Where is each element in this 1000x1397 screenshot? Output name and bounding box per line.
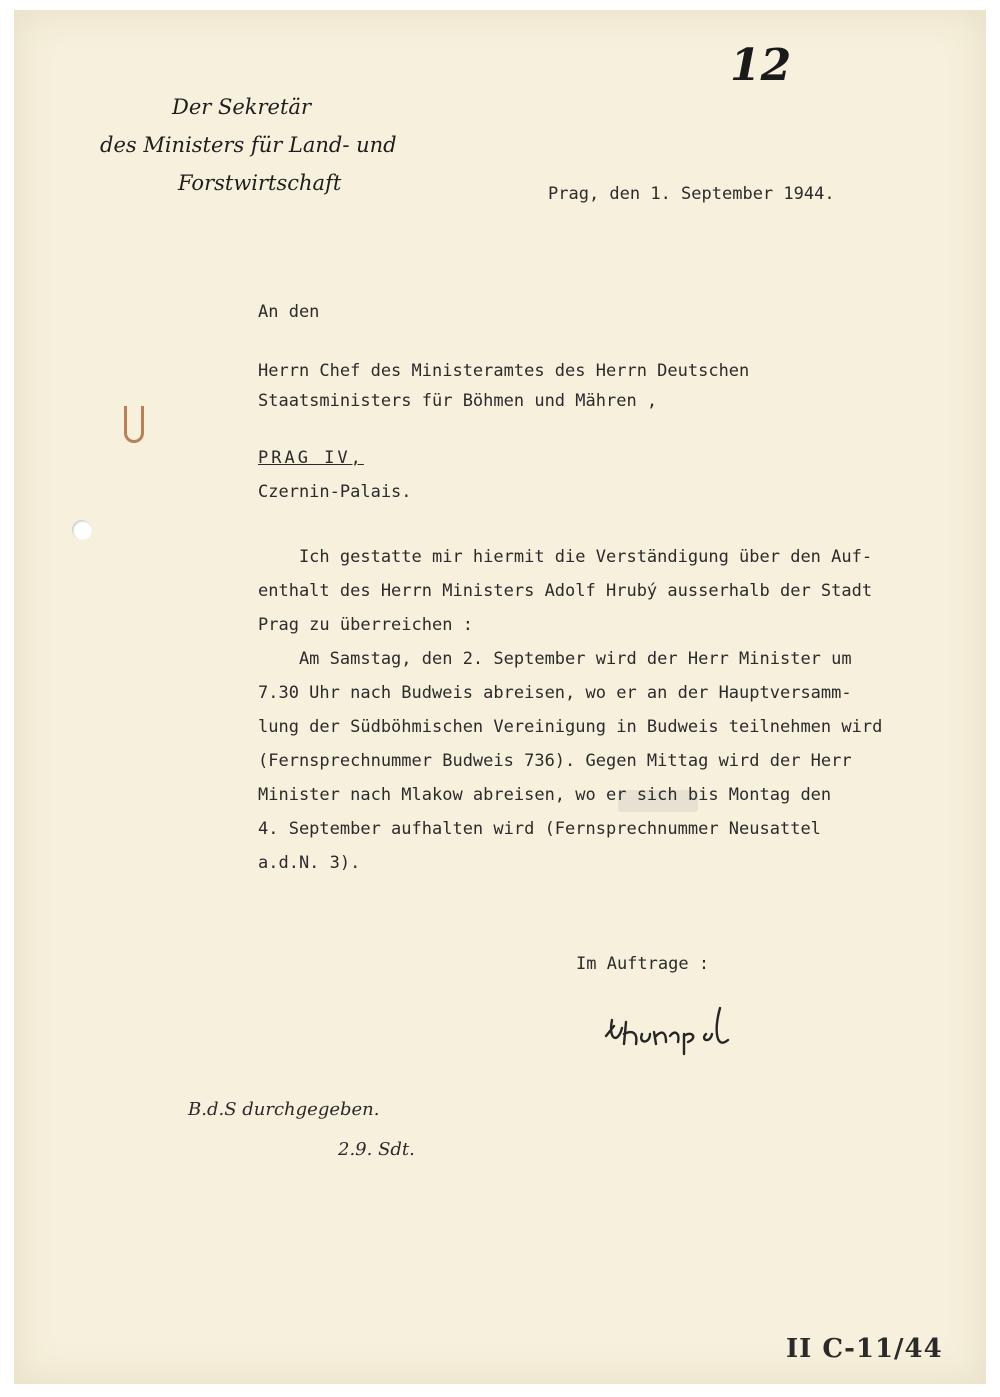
salutation: An den bbox=[258, 302, 320, 322]
address-city: PRAG IV, bbox=[258, 448, 364, 468]
body-line: Am Samstag, den 2. September wird der Herr Minister um bbox=[258, 649, 852, 669]
letterhead-line-2: des Ministers für Land- und bbox=[100, 133, 397, 157]
letterhead-line-3: Forstwirtschaft bbox=[178, 171, 342, 195]
letterhead-line-1: Der Sekretär bbox=[172, 95, 311, 119]
body-line: Ich gestatte mir hiermit die Verständigung über den Auf- bbox=[258, 547, 873, 567]
body-line: enthalt des Herrn Ministers Adolf Hrubý ausserhalb der Stadt bbox=[258, 581, 873, 601]
signature-icon bbox=[600, 1000, 770, 1060]
rust-stain bbox=[124, 406, 144, 443]
body-line: (Fernsprechnummer Budweis 736). Gegen Mittag wird der Herr bbox=[258, 751, 852, 771]
recipient-line-1: Herrn Chef des Ministeramtes des Herrn Deutschen bbox=[258, 361, 750, 381]
date-line: Prag, den 1. September 1944. bbox=[548, 184, 835, 204]
letter-body bbox=[258, 540, 882, 880]
body-line: Prag zu überreichen : bbox=[258, 615, 473, 635]
recipient bbox=[258, 356, 749, 416]
body-line: 7.30 Uhr nach Budweis abreisen, wo er an der Hauptversamm- bbox=[258, 683, 852, 703]
body-line: 4. September aufhalten wird (Fernsprechnummer Neusattel bbox=[258, 819, 821, 839]
margin-note-line-1: B.d.S durchgegeben. bbox=[188, 1099, 380, 1120]
recipient-line-2: Staatsministers für Böhmen und Mähren , bbox=[258, 391, 658, 411]
body-line: lung der Südböhmischen Vereinigung in Budweis teilnehmen wird bbox=[258, 717, 883, 737]
closing: Im Auftrage : bbox=[576, 954, 710, 974]
margin-note-line-2: 2.9. Sdt. bbox=[338, 1139, 415, 1160]
handwritten-page-number: 12 bbox=[730, 40, 792, 91]
body-line: a.d.N. 3). bbox=[258, 853, 361, 873]
body-line: Minister nach Mlakow abreisen, wo er sich bis Montag den bbox=[258, 785, 832, 805]
archive-reference: II C-11/44 bbox=[786, 1334, 943, 1364]
letterhead bbox=[100, 88, 400, 202]
punch-hole bbox=[72, 520, 92, 540]
handwritten-margin-note bbox=[188, 1090, 415, 1170]
address-street: Czernin-Palais. bbox=[258, 482, 412, 502]
